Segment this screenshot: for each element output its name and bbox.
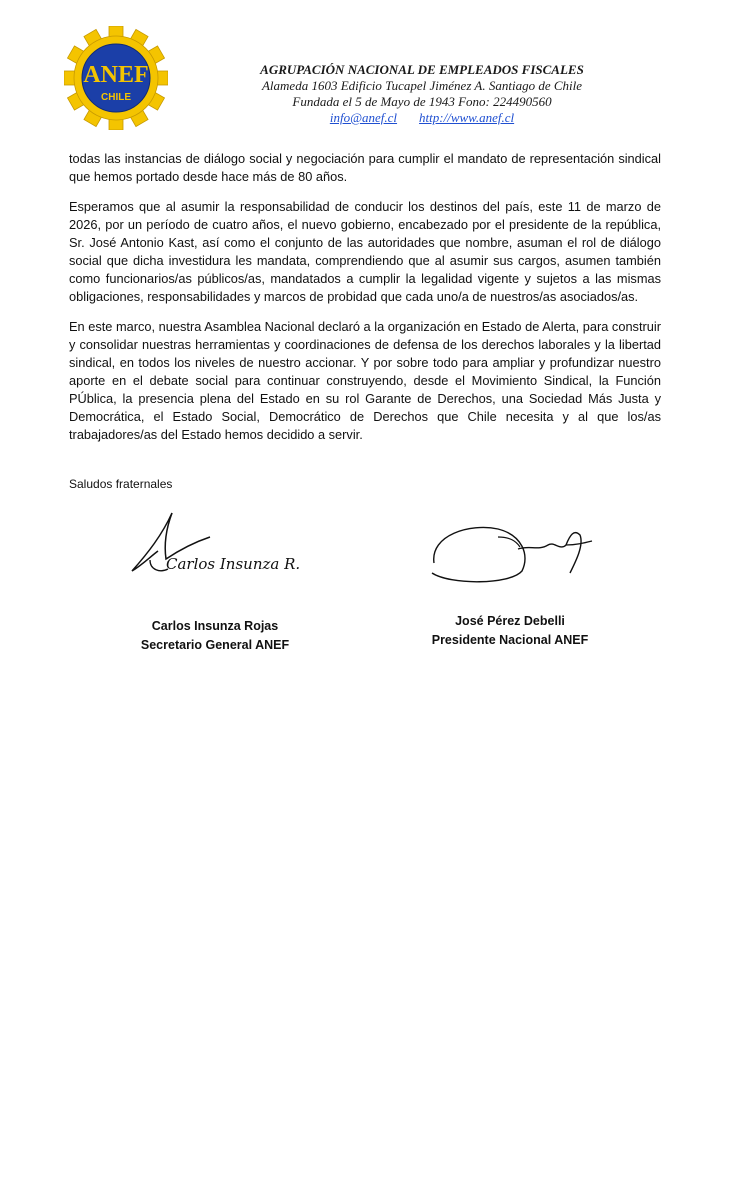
organization-address: Alameda 1603 Edificio Tucapel Jiménez A. Santiago de Chile xyxy=(261,78,583,93)
signer-name: Carlos Insunza Rojas xyxy=(151,619,279,633)
signer-title: Secretario General ANEF xyxy=(140,638,290,652)
signature-jose-perez xyxy=(420,515,610,595)
signer-block-left xyxy=(120,617,310,655)
svg-text:Carlos Insunza R.: Carlos Insunza R. xyxy=(166,555,301,573)
paragraph: En este marco, nuestra Asamblea Nacional declaró a la organización en Estado de Alerta, para construir y consolidar nuestras herramientas y coordinaciones de defensa de los derechos laborales y la libertad sindical, en todos los niveles de nuestro accionar. Y por sobre todo para ampliar y profundizar nuestro aporte en el debate social para continuar construyendo, desde el Movimiento Sindical, la Función PÚblica, la presencia plena del Estado en su rol Garante de Derechos, una Sociedad Más Justa y Democrática, el Estado Social, Democrático de Derechos que Chile necesita y al que los/as trabajadores/as del Estado hemos decidido a servir. xyxy=(69,319,661,442)
paragraph: todas las instancias de diálogo social y negociación para cumplir el mandato de representación sindical que hemos portado desde hace más de 80 años. xyxy=(69,151,661,184)
organization-info xyxy=(250,62,594,126)
organization-name: AGRUPACIÓN NACIONAL DE EMPLEADOS FISCALES xyxy=(260,62,584,77)
website-link[interactable]: http://www.anef.cl xyxy=(419,110,515,125)
organization-links xyxy=(250,110,594,126)
letterhead xyxy=(0,0,729,140)
svg-text:ANEF: ANEF xyxy=(83,62,149,88)
signer-name: José Pérez Debelli xyxy=(455,614,565,628)
organization-founded: Fundada el 5 de Mayo de 1943 Fono: 224490560 xyxy=(292,94,552,109)
greeting: Saludos fraternales xyxy=(69,477,173,491)
anef-logo xyxy=(64,26,168,130)
signature-carlos-insunza xyxy=(120,505,320,595)
letter-body xyxy=(69,150,661,456)
paragraph: Esperamos que al asumir la responsabilidad de conducir los destinos del país, este 11 de marzo de 2026, por un período de cuatro años, el nuevo gobierno, encabezado por el presidente de la república, Sr. José Antonio Kast, así como el conjunto de las autoridades que nombre, asuman el rol de diálogo social que dicha investidura les mandata, comprendiendo que al asumir sus cargos, asumen también como funcionarios/as públicos/as, mandatados a cumplir la legalidad vigente y sujetos a las mismas obligaciones, responsabilidades y marcos de probidad que cada uno/a de nuestros/as asociados/as. xyxy=(69,199,661,304)
email-link[interactable]: info@anef.cl xyxy=(329,110,398,125)
svg-text:CHILE: CHILE xyxy=(101,92,131,103)
signer-title: Presidente Nacional ANEF xyxy=(431,633,589,647)
signer-block-right xyxy=(415,612,605,650)
